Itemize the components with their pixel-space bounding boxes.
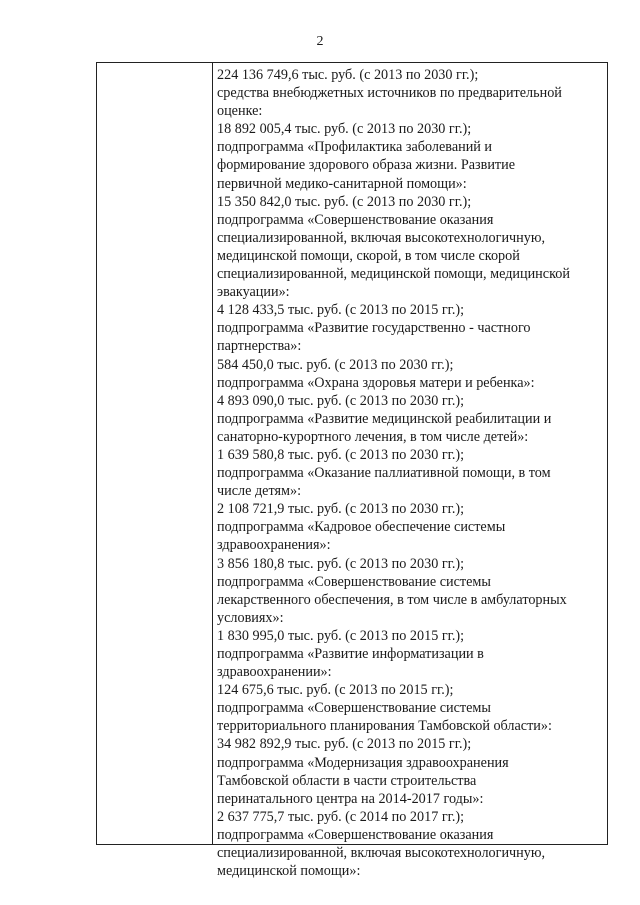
text-line: подпрограмма «Кадровое обеспечение системы [217,519,506,536]
text-line: оценке: [217,103,263,120]
text-line: подпрограмма «Развитие государственно - частного [217,320,531,337]
text-line: условиях»: [217,609,284,626]
text-line: специализированной, включая высокотехнологичную, [217,229,546,246]
text-line: здравоохранении»: [217,664,332,681]
text-line: средства внебюджетных источников по предварительной [217,85,562,102]
text-line: санаторно-курортного лечения, в том числе детей»: [217,428,529,445]
text-line: 1 830 995,0 тыс. руб. (с 2013 по 2015 гг.); [217,627,465,644]
text-line: 4 128 433,5 тыс. руб. (с 2013 по 2015 гг.); [217,302,465,319]
text-line: подпрограмма «Развитие информатизации в [217,646,484,662]
text-line: подпрограмма «Профилактика заболеваний и [217,139,493,156]
text-line: медицинской помощи, скорой, в том числе скорой [217,247,520,264]
text-line: первичной медико-санитарной помощи»: [217,175,467,192]
text-line: партнерства»: [217,338,302,355]
text-line: подпрограмма «Совершенствование системы [217,573,491,590]
text-line: эвакуации»: [217,284,290,301]
text-line: подпрограмма «Совершенствование системы [217,700,491,717]
funding-details-cell [217,66,605,880]
text-line: подпрограмма «Оказание паллиативной помощи, в том [217,465,551,482]
text-line: формирование здорового образа жизни. Развитие [217,157,516,174]
text-line: числе детям»: [217,483,302,500]
text-line: здравоохранения»: [217,537,331,554]
text-line: 124 675,6 тыс. руб. (с 2013 по 2015 гг.); [217,682,454,699]
text-line: 584 450,0 тыс. руб. (с 2013 по 2030 гг.); [217,356,454,373]
text-line: 224 136 749,6 тыс. руб. (с 2013 по 2030 гг.); [217,67,479,83]
text-line: медицинской помощи»: [217,863,361,880]
text-line: 2 637 775,7 тыс. руб. (с 2014 по 2017 гг.); [217,808,465,825]
text-line: 15 350 842,0 тыс. руб. (с 2013 по 2030 гг.); [217,193,472,210]
text-line: территориального планирования Тамбовской области»: [217,718,552,735]
text-line: 1 639 580,8 тыс. руб. (с 2013 по 2030 гг.); [217,446,465,463]
column-divider [212,63,213,844]
text-line: лекарственного обеспечения, в том числе в амбулаторных [217,591,567,608]
page-number: 2 [316,34,324,49]
text-line: подпрограмма «Совершенствование оказания [217,826,494,843]
text-line: 18 892 005,4 тыс. руб. (с 2013 по 2030 гг.); [217,121,472,138]
text-line: подпрограмма «Совершенствование оказания [217,211,494,228]
text-line: специализированной, включая высокотехнологичную, [217,845,546,862]
funding-table [96,62,608,880]
text-line: 34 982 892,9 тыс. руб. (с 2013 по 2015 гг.); [217,736,472,753]
text-line: 3 856 180,8 тыс. руб. (с 2013 по 2030 гг.); [217,555,465,572]
text-line: специализированной, медицинской помощи, медицинской [217,266,570,283]
text-line: подпрограмма «Охрана здоровья матери и ребенка»: [217,374,535,391]
text-line: Тамбовской области в части строительства [217,772,477,789]
text-line: подпрограмма «Развитие медицинской реабилитации и [217,410,552,427]
text-line: перинатального центра на 2014-2017 годы»: [217,790,484,807]
text-line: 4 893 090,0 тыс. руб. (с 2013 по 2030 гг.); [217,392,465,409]
text-line: подпрограмма «Модернизация здравоохранения [217,754,509,771]
text-line: 2 108 721,9 тыс. руб. (с 2013 по 2030 гг.); [217,501,465,518]
